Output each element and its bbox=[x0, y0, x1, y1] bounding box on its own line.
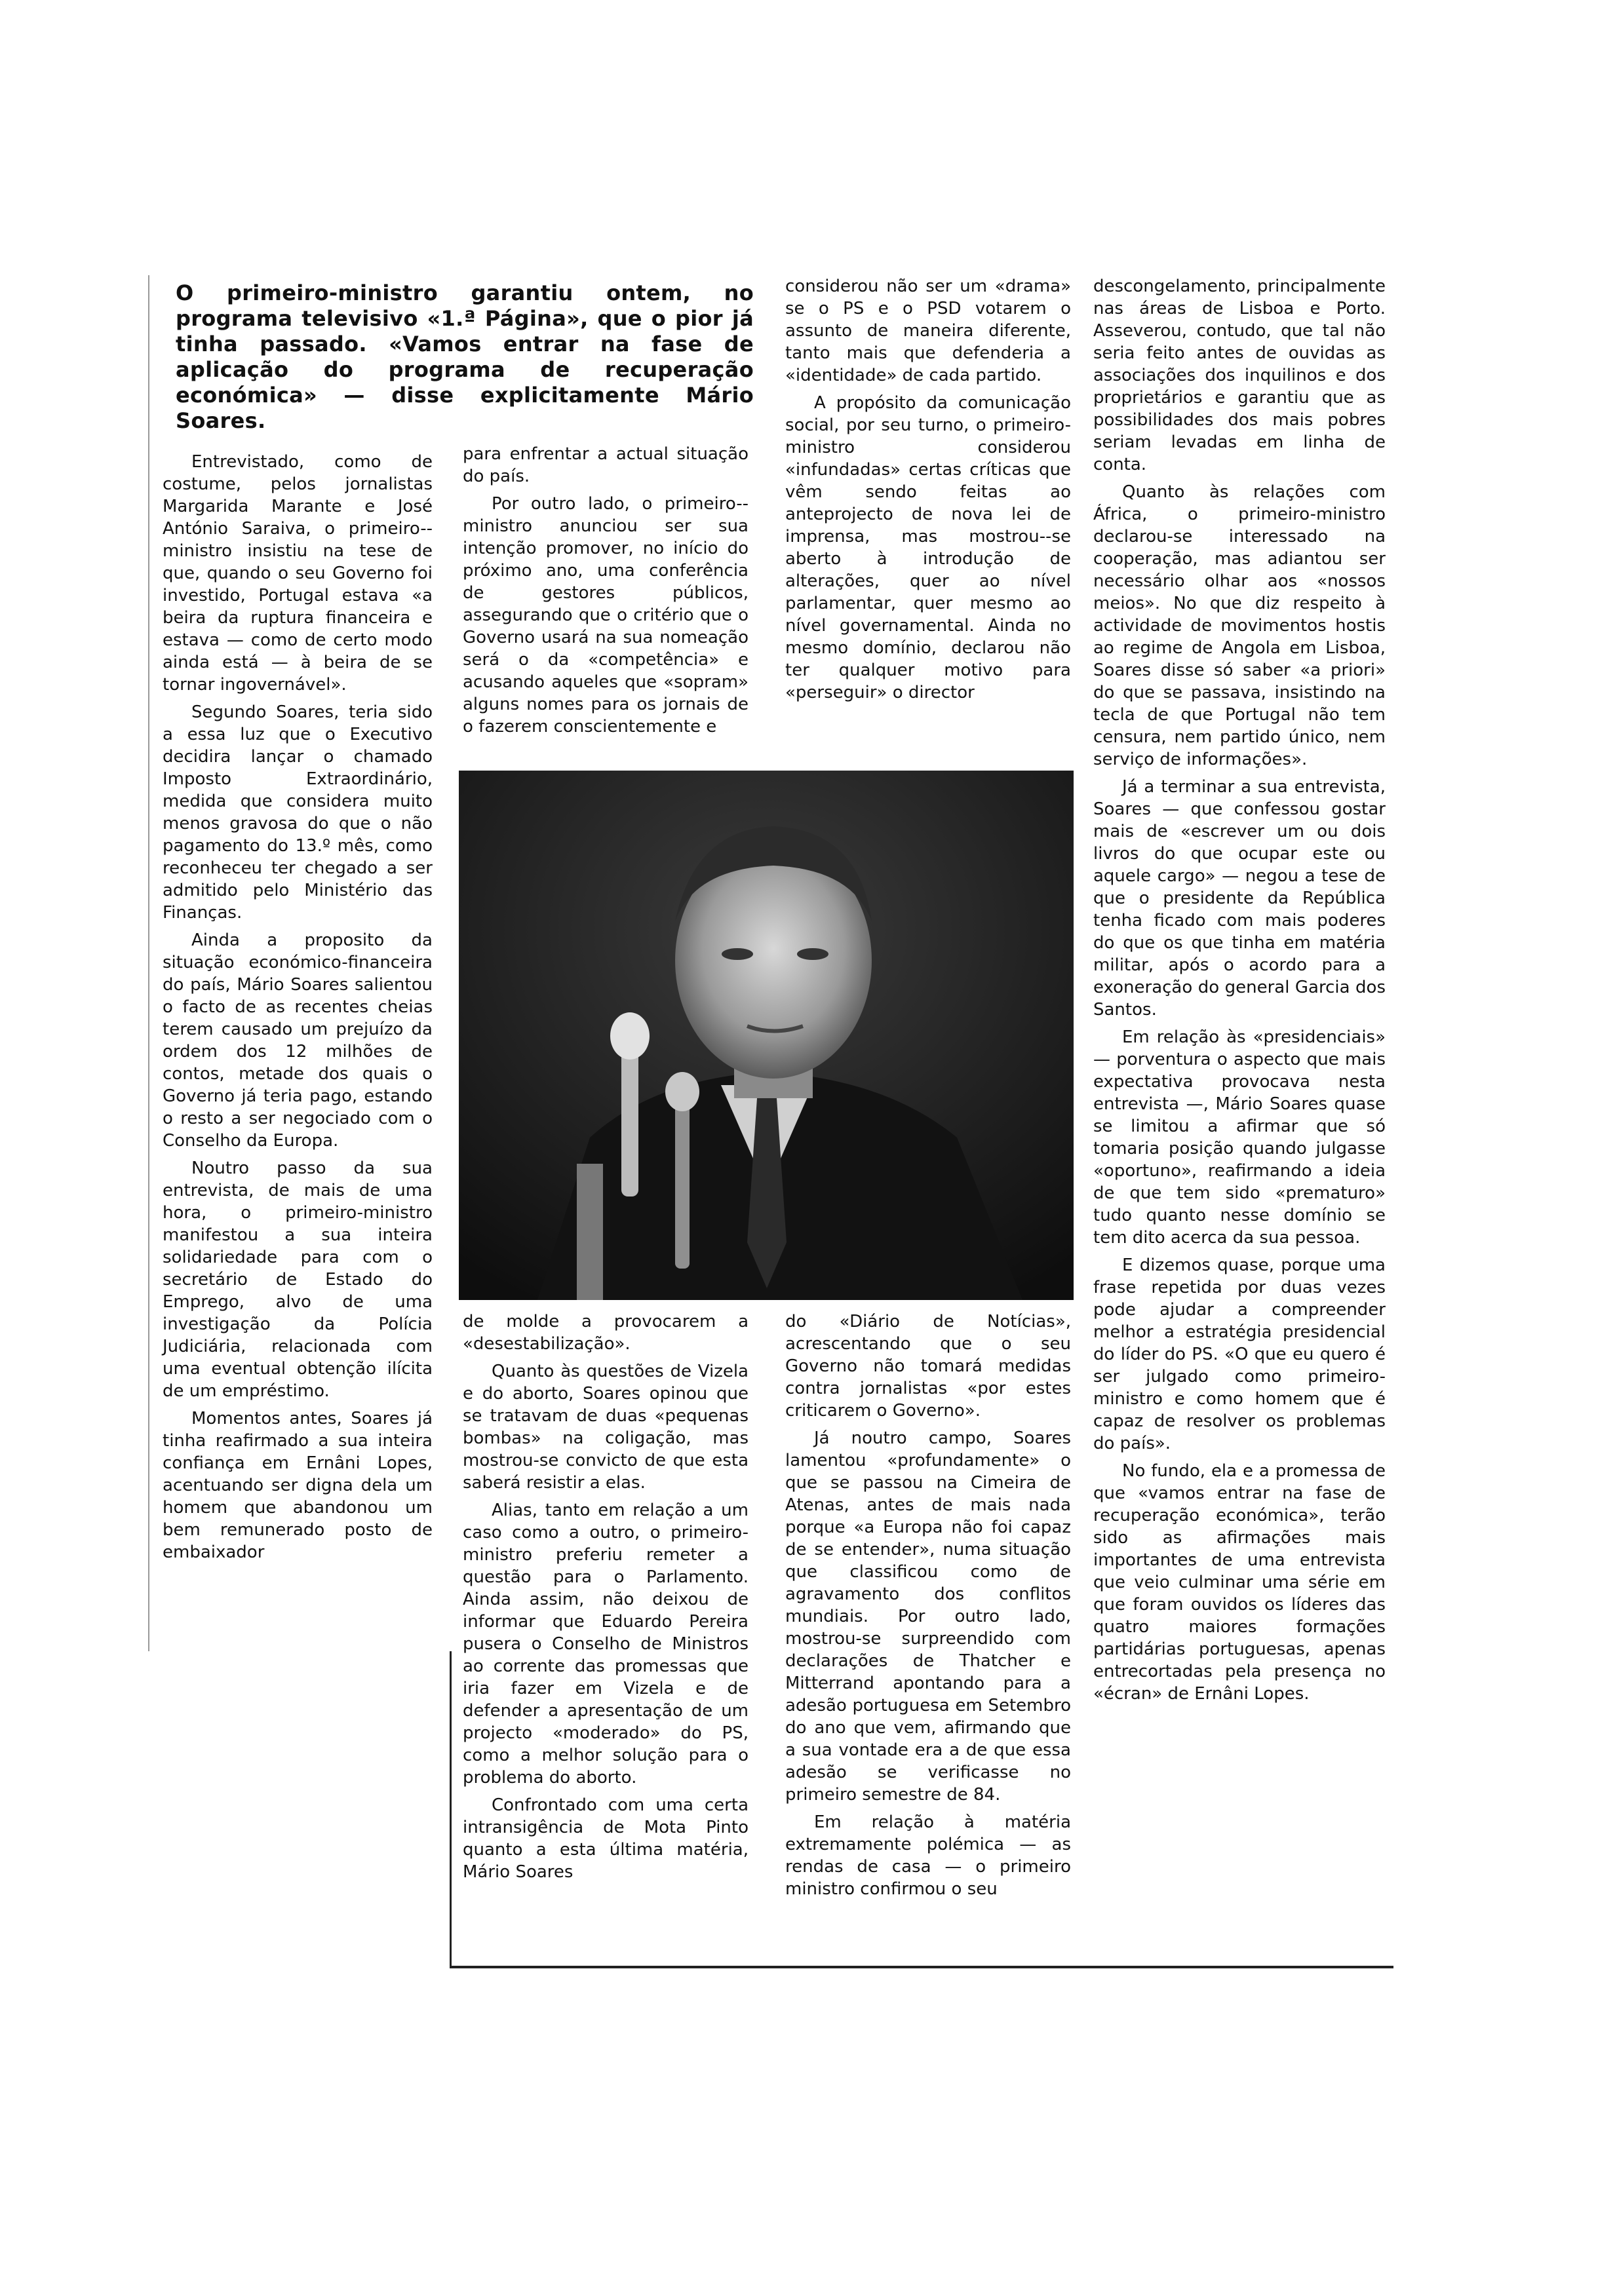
column-3-top bbox=[785, 275, 1071, 709]
paragraph: de molde a provocarem a «desestabilização». bbox=[463, 1312, 749, 1354]
column-1 bbox=[163, 451, 433, 1569]
paragraph: Segundo Soares, teria sido a essa luz que o Executivo decidira lançar o chamado Imposto Extraordinário, medida que considera muito menos gravosa do que o não pagamento do 13.º mês, como reconheceu ter chegado a ser admitido pelo Ministério das Finanças. bbox=[163, 702, 433, 923]
column-2-bottom bbox=[463, 1311, 749, 1888]
paragraph: Ainda a proposito da situação económico-financeira do país, Mário Soares salientou o facto de as recentes cheias terem causado um prejuízo da ordem dos 12 milhões de contos, metade dos quais o Governo já teria pago, estando o resto a ser negociado com o Conselho da Europa. bbox=[163, 930, 433, 1151]
clipping-left-edge bbox=[148, 275, 149, 1651]
paragraph: Quanto às relações com África, o primeiro-ministro declarou-se interessado na cooperação, mas adiantou ser necessário olhar aos «nossos meios». No que diz respeito à actividade de movimentos hostis ao regime de Angola em Lisboa, Soares disse só saber «a priori» do que se passava, insistindo na tecla de que Portugal não tem censura, nem partido único, nem serviço de informações». bbox=[1093, 482, 1386, 769]
column-3-bottom bbox=[785, 1311, 1071, 1905]
paragraph: Por outro lado, o primeiro--ministro anunciou ser sua intenção promover, no início do próximo ano, uma conferência de gestores públicos, assegurando que o critério que o Governo usará na sua nomeação será o da «competência» e acusando aqueles que «sopram» alguns nomes para os jornais de o fazerem conscientemente e bbox=[463, 494, 749, 737]
paragraph: Quanto às questões de Vizela e do aborto, Soares opinou que se tratavam de duas «pequenas bombas» na coligação, mas mostrou-se convicto de que esta saberá resistir a elas. bbox=[463, 1362, 749, 1493]
paragraph: Alias, tanto em relação a um caso como a outro, o primeiro-ministro preferiu remeter a questão para o Parlamento. Ainda assim, não deixou de informar que Eduardo Pereira pusera o Conselho de Ministros ao corrente das promessas que iria fazer em Vizela e de defender a apresentação de um projecto «moderado» do PS, como a melhor solução para o problema do aborto. bbox=[463, 1501, 749, 1788]
clipping-bottom-edge bbox=[450, 1966, 1393, 1968]
paragraph: Confrontado com uma certa intransigência de Mota Pinto quanto a esta última matéria, Mário Soares bbox=[463, 1795, 749, 1882]
paragraph: descongelamento, principalmente nas áreas de Lisboa e Porto. Asseverou, contudo, que tal não seria feito antes de ouvidas as associações dos inquilinos e dos proprietários e garantiu que as possibilidades dos mais pobres seriam levadas em linha de conta. bbox=[1093, 277, 1386, 474]
paragraph: No fundo, ela e a promessa de que «vamos entrar na fase de recuperação económica», terão sido as afirmações mais importantes de uma entrevista que veio culminar uma série em que foram ouvidos os líderes das quatro maiores formações partidárias portuguesas, apenas entrecortadas pela presença no «écran» de Ernâni Lopes. bbox=[1093, 1461, 1386, 1704]
article-lead: O primeiro-ministro garantiu ontem, no programa televisivo «1.ª Página», que o pior já tinha passado. «Vamos entrar na fase de aplicação do programa de recuperação económica» — disse explicitamente Mário Soares. bbox=[176, 280, 754, 433]
paragraph: Momentos antes, Soares já tinha reafirmado a sua inteira confiança em Ernâni Lopes, acentuando ser digna dela um homem que abandonou um bem remunerado posto de embaixador bbox=[163, 1409, 433, 1562]
paragraph: E dizemos quase, porque uma frase repetida por duas vezes pode ajudar a compreender melhor a estratégia presidencial do líder do PS. «O que eu quero é ser julgado como primeiro-ministro e como homem que é capaz de resolver os problemas do país». bbox=[1093, 1255, 1386, 1453]
paragraph: Já a terminar a sua entrevista, Soares — que confessou gostar mais de «escrever um ou dois livros do que ocupar este ou aquele cargo» — negou a tese de que o presidente da República tenha ficado com mais poderes do que os que tinha em matéria militar, após o acordo para a exoneração do general Garcia dos Santos. bbox=[1093, 777, 1386, 1020]
column-2-top bbox=[463, 443, 749, 743]
paragraph: Entrevistado, como de costume, pelos jornalistas Margarida Marante e José António Saraiva, o primeiro--ministro insistiu na tese de que, quando o seu Governo foi investido, Portugal estava «a beira da ruptura financeira e estava — como de certo modo ainda está — à beira de se tornar ingovernável». bbox=[163, 452, 433, 695]
paragraph: Já noutro campo, Soares lamentou «profundamente» o que se passou na Cimeira de Atenas, antes de mais nada porque «a Europa não foi capaz de se entender», numa situação que classificou como de agravamento dos conflitos mundiais. Por outro lado, mostrou-se surpreendido com declarações de Thatcher e Mitterrand apontando para a adesão portuguesa em Setembro do ano que vem, afirmando que a sua vontade era a de que essa adesão se verificasse no primeiro semestre de 84. bbox=[785, 1428, 1071, 1805]
paragraph: A propósito da comunicação social, por seu turno, o primeiro-ministro considerou «infundadas» certas críticas que vêm sendo feitas ao anteprojecto de nova lei de imprensa, mas mostrou--se aberto à introdução de alterações, quer ao nível parlamentar, quer mesmo ao nível governamental. Ainda no mesmo domínio, declarou não ter qualquer motivo para «perseguir» o director bbox=[785, 393, 1071, 702]
column-4 bbox=[1093, 275, 1386, 1710]
column-rule-left bbox=[450, 1651, 452, 1966]
paragraph: do «Diário de Notícias», acrescentando que o seu Governo não tomará medidas contra jornalistas «por estes criticarem o Governo». bbox=[785, 1312, 1071, 1421]
photo-illustration bbox=[459, 771, 1074, 1300]
paragraph: Em relação às «presidenciais» — porventura o aspecto que mais expectativa provocava nesta entrevista —, Mário Soares quase se limitou a afirmar que só tomaria posição quando julgasse «oportuno», reafirmando a ideia de que tem sido «prematuro» tudo quanto nesse domínio se tem dito acerca da sua pessoa. bbox=[1093, 1027, 1386, 1248]
paragraph: Noutro passo da sua entrevista, de mais de uma hora, o primeiro-ministro manifestou a sua inteira solidariedade para com o secretário de Estado do Emprego, alvo de uma investigação da Polícia Judiciária, relacionada com uma eventual obtenção ilícita de um empréstimo. bbox=[163, 1158, 433, 1401]
paragraph: Em relação à matéria extremamente polémica — as rendas de casa — o primeiro ministro confirmou o seu bbox=[785, 1812, 1071, 1899]
paragraph: considerou não ser um «drama» se o PS e o PSD votarem o assunto de maneira diferente, tanto mais que defenderia a «identidade» de cada partido. bbox=[785, 277, 1071, 385]
portrait-photo-icon bbox=[459, 771, 1074, 1300]
paragraph: para enfrentar a actual situação do país. bbox=[463, 444, 749, 486]
